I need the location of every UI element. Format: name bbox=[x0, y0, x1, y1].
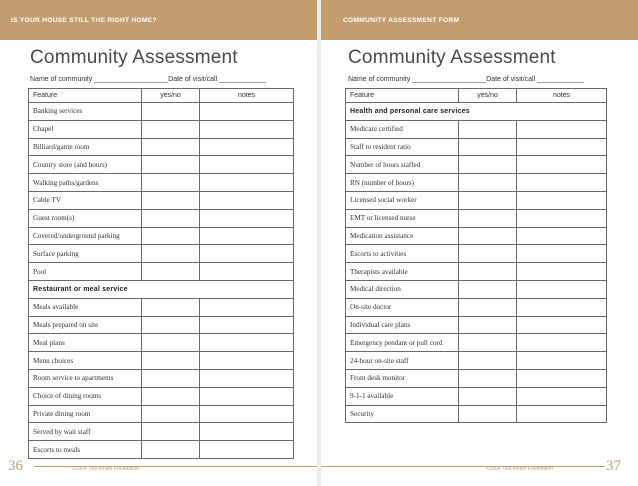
left-header-text: IS YOUR HOUSE STILL THE RIGHT HOME? bbox=[11, 17, 157, 24]
yesno-cell[interactable] bbox=[459, 209, 517, 227]
feature-label: Private dining room bbox=[29, 405, 142, 423]
notes-cell[interactable] bbox=[517, 263, 607, 281]
table-row bbox=[346, 298, 607, 316]
yesno-cell[interactable] bbox=[459, 405, 517, 423]
yesno-cell[interactable] bbox=[459, 298, 517, 316]
feature-label: Escorts to meals bbox=[29, 441, 142, 459]
table-row bbox=[346, 138, 607, 156]
table-row bbox=[29, 227, 294, 245]
notes-cell[interactable] bbox=[517, 191, 607, 209]
feature-label: On-site doctor bbox=[346, 298, 459, 316]
yesno-cell[interactable] bbox=[142, 352, 200, 370]
right-footer-rule bbox=[321, 466, 605, 467]
notes-cell[interactable] bbox=[200, 298, 294, 316]
feature-label: Meals available bbox=[29, 298, 142, 316]
left-page bbox=[0, 40, 317, 486]
table-row bbox=[29, 369, 294, 387]
yesno-cell[interactable] bbox=[142, 369, 200, 387]
feature-label: Escorts to activities bbox=[346, 245, 459, 263]
left-feature-table bbox=[28, 88, 294, 459]
table-row bbox=[346, 405, 607, 423]
yesno-cell[interactable] bbox=[459, 191, 517, 209]
yesno-cell[interactable] bbox=[459, 280, 517, 298]
feature-label: Walking paths/gardens bbox=[29, 174, 142, 192]
table-row bbox=[29, 441, 294, 459]
left-page-number: 36 bbox=[8, 458, 23, 474]
table-row bbox=[29, 263, 294, 281]
yesno-cell[interactable] bbox=[459, 316, 517, 334]
table-header-row bbox=[346, 89, 607, 103]
table-row bbox=[29, 423, 294, 441]
section-row bbox=[346, 103, 607, 121]
table-row bbox=[29, 387, 294, 405]
yesno-cell[interactable] bbox=[142, 245, 200, 263]
yesno-cell[interactable] bbox=[142, 387, 200, 405]
table-header-row bbox=[29, 89, 294, 103]
table-row bbox=[346, 280, 607, 298]
yesno-cell[interactable] bbox=[142, 423, 200, 441]
notes-cell[interactable] bbox=[517, 280, 607, 298]
table-row bbox=[346, 316, 607, 334]
feature-label: Meal plans bbox=[29, 334, 142, 352]
notes-cell[interactable] bbox=[200, 405, 294, 423]
table-row bbox=[29, 103, 294, 121]
notes-cell[interactable] bbox=[517, 387, 607, 405]
column-header-notes: notes bbox=[517, 89, 607, 103]
column-header-yesno: yes/no bbox=[459, 89, 517, 103]
yesno-cell[interactable] bbox=[142, 156, 200, 174]
feature-label: Covered/underground parking bbox=[29, 227, 142, 245]
notes-cell[interactable] bbox=[517, 316, 607, 334]
feature-label: Number of hours staffed bbox=[346, 156, 459, 174]
notes-cell[interactable] bbox=[200, 441, 294, 459]
right-copyright: ©2004 Touchmark Foundation bbox=[486, 466, 553, 472]
right-name-date-line[interactable]: Name of community ___________________Date of visit/call ____________ bbox=[348, 76, 584, 83]
yesno-cell[interactable] bbox=[142, 334, 200, 352]
feature-label: Surface parking bbox=[29, 245, 142, 263]
yesno-cell[interactable] bbox=[459, 387, 517, 405]
table-row bbox=[346, 387, 607, 405]
feature-label: Room service to apartments bbox=[29, 369, 142, 387]
section-row bbox=[29, 280, 294, 298]
notes-cell[interactable] bbox=[517, 352, 607, 370]
notes-cell[interactable] bbox=[517, 120, 607, 138]
table-row bbox=[29, 316, 294, 334]
notes-cell[interactable] bbox=[517, 156, 607, 174]
table-row bbox=[29, 191, 294, 209]
feature-label: Billiard/game room bbox=[29, 138, 142, 156]
feature-label: Served by wait staff bbox=[29, 423, 142, 441]
notes-cell[interactable] bbox=[517, 298, 607, 316]
left-name-date-line[interactable]: Name of community ___________________Date of visit/call ____________ bbox=[30, 76, 266, 83]
notes-cell[interactable] bbox=[200, 120, 294, 138]
table-row bbox=[29, 298, 294, 316]
notes-cell[interactable] bbox=[517, 405, 607, 423]
notes-cell[interactable] bbox=[200, 103, 294, 121]
table-row bbox=[29, 138, 294, 156]
notes-cell[interactable] bbox=[517, 245, 607, 263]
yesno-cell[interactable] bbox=[142, 103, 200, 121]
notes-cell[interactable] bbox=[200, 209, 294, 227]
table-row bbox=[346, 191, 607, 209]
feature-label: 24-hour on-site staff bbox=[346, 352, 459, 370]
notes-cell[interactable] bbox=[200, 138, 294, 156]
notes-cell[interactable] bbox=[200, 245, 294, 263]
feature-label: Front desk monitor bbox=[346, 369, 459, 387]
feature-label: Emergency pendant or pull cord bbox=[346, 334, 459, 352]
column-header-feature: Feature bbox=[346, 89, 459, 103]
column-header-yesno: yes/no bbox=[142, 89, 200, 103]
feature-label: Medicare certified bbox=[346, 120, 459, 138]
yesno-cell[interactable] bbox=[459, 245, 517, 263]
feature-label: Choice of dining rooms bbox=[29, 387, 142, 405]
notes-cell[interactable] bbox=[200, 423, 294, 441]
yesno-cell[interactable] bbox=[459, 352, 517, 370]
yesno-cell[interactable] bbox=[459, 156, 517, 174]
notes-cell[interactable] bbox=[517, 209, 607, 227]
table-row bbox=[29, 209, 294, 227]
table-row bbox=[346, 334, 607, 352]
table-row bbox=[346, 174, 607, 192]
feature-label: Cable TV bbox=[29, 191, 142, 209]
feature-label: Individual care plans bbox=[346, 316, 459, 334]
notes-cell[interactable] bbox=[200, 369, 294, 387]
feature-label: Licensed social worker bbox=[346, 191, 459, 209]
notes-cell[interactable] bbox=[517, 369, 607, 387]
table-row bbox=[29, 334, 294, 352]
yesno-cell[interactable] bbox=[142, 441, 200, 459]
table-row bbox=[346, 369, 607, 387]
notes-cell[interactable] bbox=[200, 352, 294, 370]
feature-label: Meals prepared on site bbox=[29, 316, 142, 334]
left-page-title: Community Assessment bbox=[30, 47, 238, 68]
yesno-cell[interactable] bbox=[459, 369, 517, 387]
left-copyright: ©2004 Touchmark Foundation bbox=[72, 466, 139, 472]
table-row bbox=[346, 245, 607, 263]
table-row bbox=[346, 156, 607, 174]
yesno-cell[interactable] bbox=[459, 120, 517, 138]
yesno-cell[interactable] bbox=[459, 227, 517, 245]
column-header-feature: Feature bbox=[29, 89, 142, 103]
yesno-cell[interactable] bbox=[459, 334, 517, 352]
yesno-cell[interactable] bbox=[142, 263, 200, 281]
right-page-title: Community Assessment bbox=[348, 47, 556, 68]
right-page-number: 37 bbox=[606, 458, 621, 474]
feature-label: Pool bbox=[29, 263, 142, 281]
feature-label: RN (number of hours) bbox=[346, 174, 459, 192]
table-row bbox=[29, 174, 294, 192]
right-feature-table bbox=[345, 88, 607, 423]
right-page bbox=[321, 40, 638, 486]
notes-cell[interactable] bbox=[517, 334, 607, 352]
yesno-cell[interactable] bbox=[459, 174, 517, 192]
feature-label: Security bbox=[346, 405, 459, 423]
yesno-cell[interactable] bbox=[142, 209, 200, 227]
table-row bbox=[346, 209, 607, 227]
feature-label: Menu choices bbox=[29, 352, 142, 370]
table-row bbox=[29, 352, 294, 370]
table-row bbox=[346, 263, 607, 281]
table-row bbox=[346, 352, 607, 370]
right-header-text: COMMUNITY ASSESSMENT FORM bbox=[343, 17, 460, 24]
feature-label: Therapists available bbox=[346, 263, 459, 281]
table-row bbox=[346, 120, 607, 138]
notes-cell[interactable] bbox=[517, 227, 607, 245]
yesno-cell[interactable] bbox=[459, 138, 517, 156]
yesno-cell[interactable] bbox=[142, 138, 200, 156]
right-header-bar bbox=[321, 0, 638, 40]
notes-cell[interactable] bbox=[200, 334, 294, 352]
feature-label: Medication assistance bbox=[346, 227, 459, 245]
table-row bbox=[346, 227, 607, 245]
table-row bbox=[29, 120, 294, 138]
yesno-cell[interactable] bbox=[142, 405, 200, 423]
feature-label: Country store (and hours) bbox=[29, 156, 142, 174]
table-row bbox=[29, 405, 294, 423]
table-row bbox=[29, 245, 294, 263]
feature-label: Chapel bbox=[29, 120, 142, 138]
yesno-cell[interactable] bbox=[142, 120, 200, 138]
feature-label: Banking services bbox=[29, 103, 142, 121]
yesno-cell[interactable] bbox=[142, 191, 200, 209]
notes-cell[interactable] bbox=[200, 156, 294, 174]
feature-label: 9-1-1 available bbox=[346, 387, 459, 405]
notes-cell[interactable] bbox=[200, 316, 294, 334]
notes-cell[interactable] bbox=[517, 138, 607, 156]
feature-label: Guest room(s) bbox=[29, 209, 142, 227]
feature-label: EMT or licensed nurse bbox=[346, 209, 459, 227]
feature-label: Medical direction bbox=[346, 280, 459, 298]
section-heading: Restaurant or meal service bbox=[29, 280, 294, 298]
yesno-cell[interactable] bbox=[459, 263, 517, 281]
notes-cell[interactable] bbox=[200, 191, 294, 209]
section-heading: Health and personal care services bbox=[346, 103, 607, 121]
notes-cell[interactable] bbox=[200, 387, 294, 405]
notes-cell[interactable] bbox=[517, 174, 607, 192]
column-header-notes: notes bbox=[200, 89, 294, 103]
left-header-bar bbox=[0, 0, 317, 40]
yesno-cell[interactable] bbox=[142, 174, 200, 192]
notes-cell[interactable] bbox=[200, 263, 294, 281]
notes-cell[interactable] bbox=[200, 227, 294, 245]
yesno-cell[interactable] bbox=[142, 298, 200, 316]
feature-label: Staff to resident ratio bbox=[346, 138, 459, 156]
yesno-cell[interactable] bbox=[142, 227, 200, 245]
yesno-cell[interactable] bbox=[142, 316, 200, 334]
table-row bbox=[29, 156, 294, 174]
notes-cell[interactable] bbox=[200, 174, 294, 192]
